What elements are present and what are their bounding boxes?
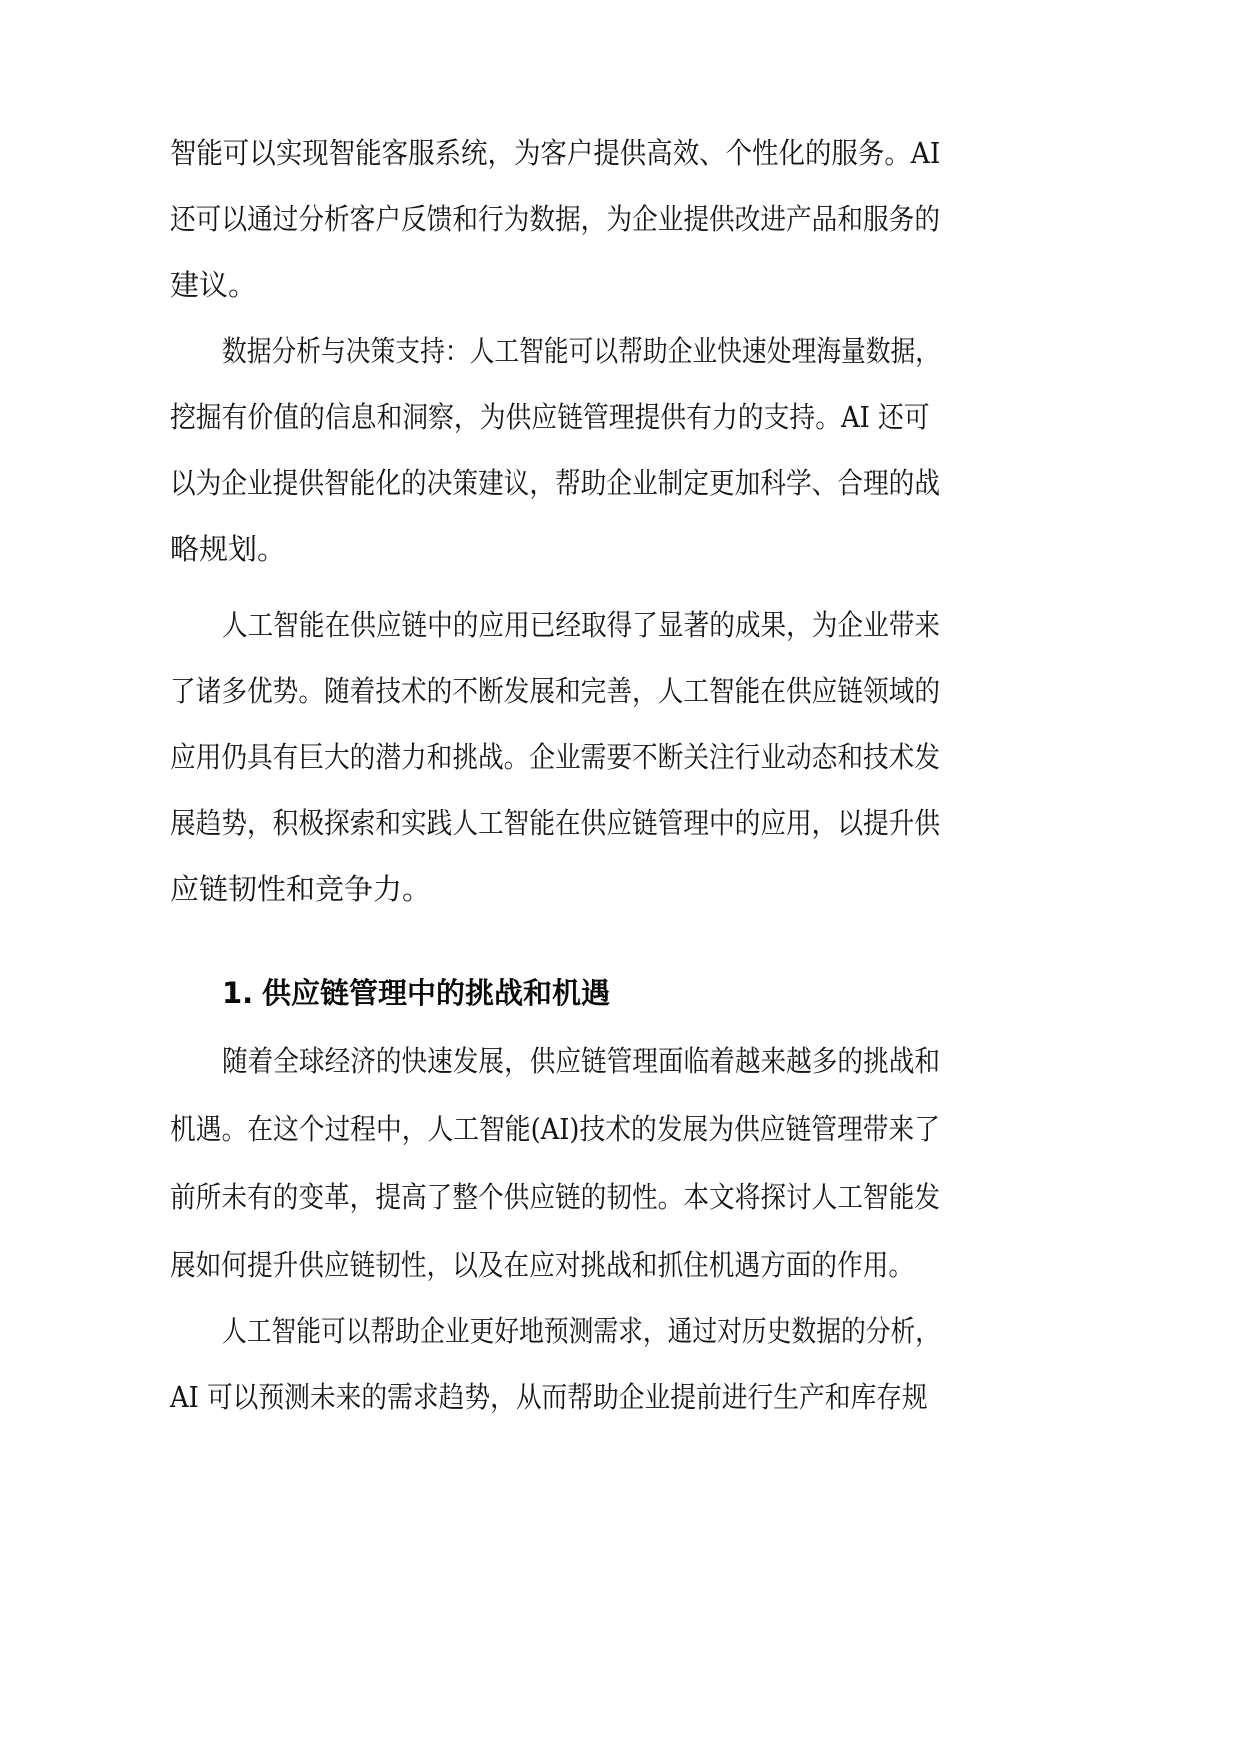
section-paragraph-1-line-1: [0, 1036, 1241, 1086]
text-line: 挖掘有价值的信息和洞察，为供应链管理提供有力的支持。AI 还可: [170, 400, 930, 434]
text-line: 建议。: [170, 268, 258, 302]
text-line: 数据分析与决策支持：人工智能可以帮助企业快速处理海量数据，: [222, 334, 941, 368]
text-line: 略规划。: [170, 532, 287, 566]
section-heading: [0, 968, 1241, 1018]
paragraph-2-line-1: [0, 326, 1241, 376]
text-line: 展趋势，积极探索和实践人工智能在供应链管理中的应用，以提升供: [170, 806, 941, 840]
paragraph-3-line-3: [0, 732, 1241, 782]
section-paragraph-1-line-4: [0, 1240, 1241, 1290]
paragraph-1-line-3: [0, 260, 1241, 310]
text-line: 随着全球经济的快速发展，供应链管理面临着越来越多的挑战和: [222, 1044, 941, 1078]
paragraph-1-line-1: [0, 128, 1241, 178]
section-paragraph-2-line-2: [0, 1372, 1241, 1422]
paragraph-3-line-5: [0, 864, 1241, 914]
paragraph-1-line-2: [0, 194, 1241, 244]
text-line: 展如何提升供应链韧性，以及在应对挑战和抓住机遇方面的作用。: [170, 1248, 915, 1282]
text-line: 机遇。在这个过程中，人工智能(AI)技术的发展为供应链管理带来了: [170, 1112, 941, 1146]
text-line: 智能可以实现智能客服系统，为客户提供高效、个性化的服务。AI: [170, 136, 941, 170]
section-paragraph-1-line-2: [0, 1104, 1241, 1154]
paragraph-3-line-2: [0, 666, 1241, 716]
paragraph-3-line-4: [0, 798, 1241, 848]
text-line: 应用仍具有巨大的潜力和挑战。企业需要不断关注行业动态和技术发: [170, 740, 941, 774]
text-line: 了诸多优势。随着技术的不断发展和完善，人工智能在供应链领域的: [170, 674, 941, 708]
text-line: 人工智能可以帮助企业更好地预测需求，通过对历史数据的分析，: [222, 1314, 941, 1348]
text-line: 应链韧性和竞争力。: [170, 872, 432, 906]
section-paragraph-2-line-1: [0, 1306, 1241, 1356]
paragraph-3-line-1: [0, 600, 1241, 650]
paragraph-2-line-2: [0, 392, 1241, 442]
text-line: 人工智能在供应链中的应用已经取得了显著的成果，为企业带来: [222, 608, 941, 642]
section-number: 1.: [222, 976, 254, 1010]
text-line: AI 可以预测未来的需求趋势，从而帮助企业提前进行生产和库存规: [170, 1380, 928, 1414]
text-line: 还可以通过分析客户反馈和行为数据，为企业提供改进产品和服务的: [170, 202, 941, 236]
paragraph-2-line-4: [0, 524, 1241, 574]
text-line: 前所未有的变革，提高了整个供应链的韧性。本文将探讨人工智能发: [170, 1180, 941, 1214]
paragraph-2-line-3: [0, 458, 1241, 508]
section-title: 供应链管理中的挑战和机遇: [262, 976, 611, 1010]
section-paragraph-1-line-3: [0, 1172, 1241, 1222]
text-line: 以为企业提供智能化的决策建议，帮助企业制定更加科学、合理的战: [170, 466, 941, 500]
